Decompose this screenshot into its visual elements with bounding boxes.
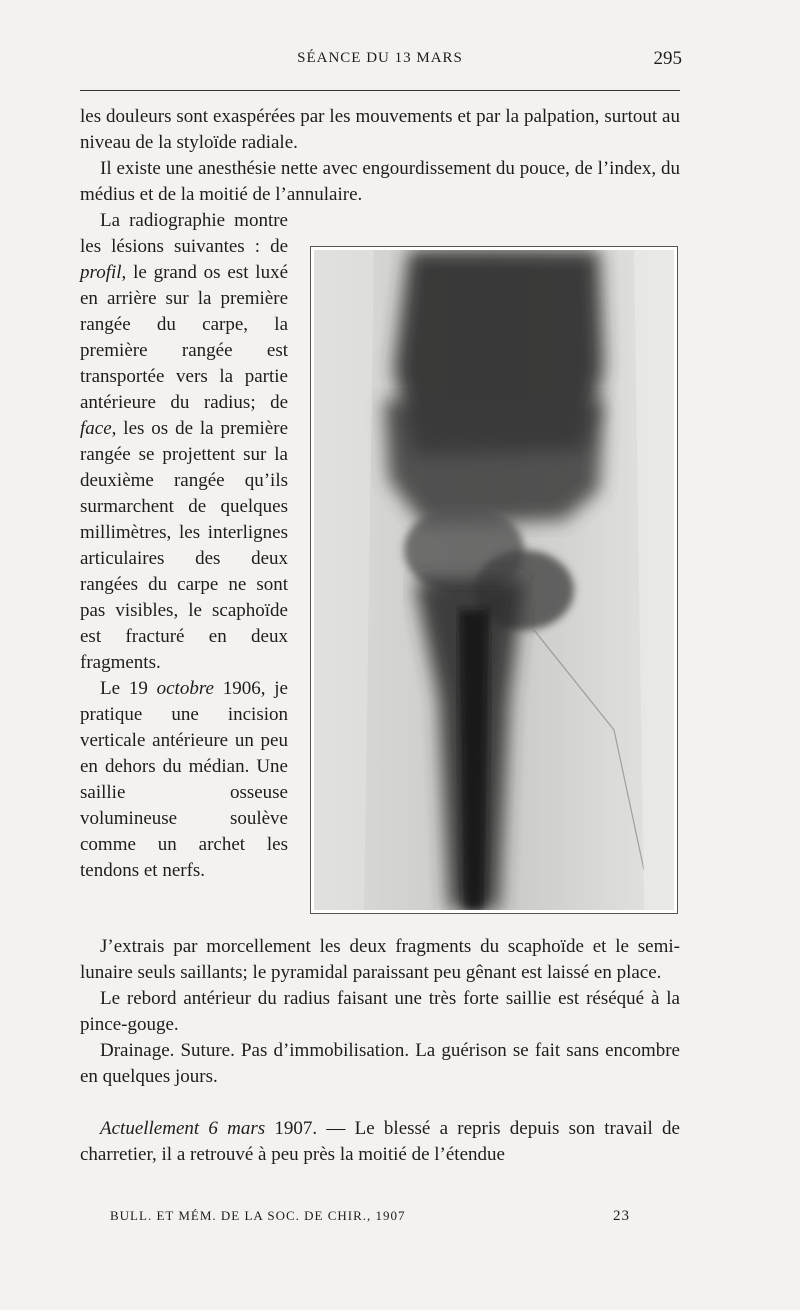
paragraph-5: J’extrais par morcellement les deux fragments du scaphoïde et le semi-lunaire seuls saillants; le pyramidal paraissant peu gênant est laissé en place. (80, 936, 680, 983)
paragraph-7: Drainage. Suture. Pas d’immobilisation. La guérison se fait sans encombre en quelques jours. (80, 1040, 680, 1087)
emphasis-face: face (80, 418, 112, 439)
paragraph-1: les douleurs sont exaspérées par les mouvements et par la palpation, surtout au niveau de la styloïde radiale. (80, 106, 680, 153)
running-header (80, 50, 680, 76)
signature-mark: 23 (613, 1208, 630, 1224)
radiograph-image (314, 250, 674, 910)
text-column-left (80, 208, 288, 884)
header-title: SÉANCE DU 13 MARS (297, 50, 463, 66)
radiograph-figure (310, 246, 678, 914)
text-block-top (80, 104, 680, 208)
paragraph-2: Il existe une anesthésie nette avec engourdissement du pouce, de l’index, du médius et de la moitié de l’annulaire. (80, 158, 680, 205)
page-number: 295 (653, 48, 682, 69)
text-block-bottom (80, 934, 680, 1168)
emphasis-profil: profil (80, 262, 122, 283)
paragraph-3: La radiographie montre les lésions suivantes : de profil, le grand os est luxé en arrière sur la première rangée du carpe, la première rangée est transportée vers la partie antérieure du radius; de face, les os de la première rangée se projettent sur la deuxième rangée qu’ils surmarchent de quelques millimètres, les interlignes articulaires des deux rangées du carpe ne sont pas visibles, le scaphoïde est fracturé en deux fragments. (80, 210, 288, 673)
paragraph-4: Le 19 octobre 1906, je pratique une incision verticale antérieure un peu en dehors du médian. Une saillie osseuse volumineuse soulève comme un archet les tendons et nerfs. (80, 678, 288, 881)
emphasis-actuellement: Actuellement 6 mars (100, 1118, 266, 1139)
paragraph-8: Actuellement 6 mars 1907. — Le blessé a repris depuis son travail de charretier, il a retrouvé à peu près la moitié de l’étendue (80, 1118, 680, 1165)
header-rule (80, 90, 680, 91)
page-footer (110, 1208, 630, 1224)
emphasis-octobre: octobre (156, 678, 214, 699)
paragraph-6: Le rebord antérieur du radius faisant une très forte saillie est réséqué à la pince-gouge. (80, 988, 680, 1035)
journal-citation: BULL. ET MÉM. DE LA SOC. DE CHIR., 1907 (110, 1208, 406, 1223)
